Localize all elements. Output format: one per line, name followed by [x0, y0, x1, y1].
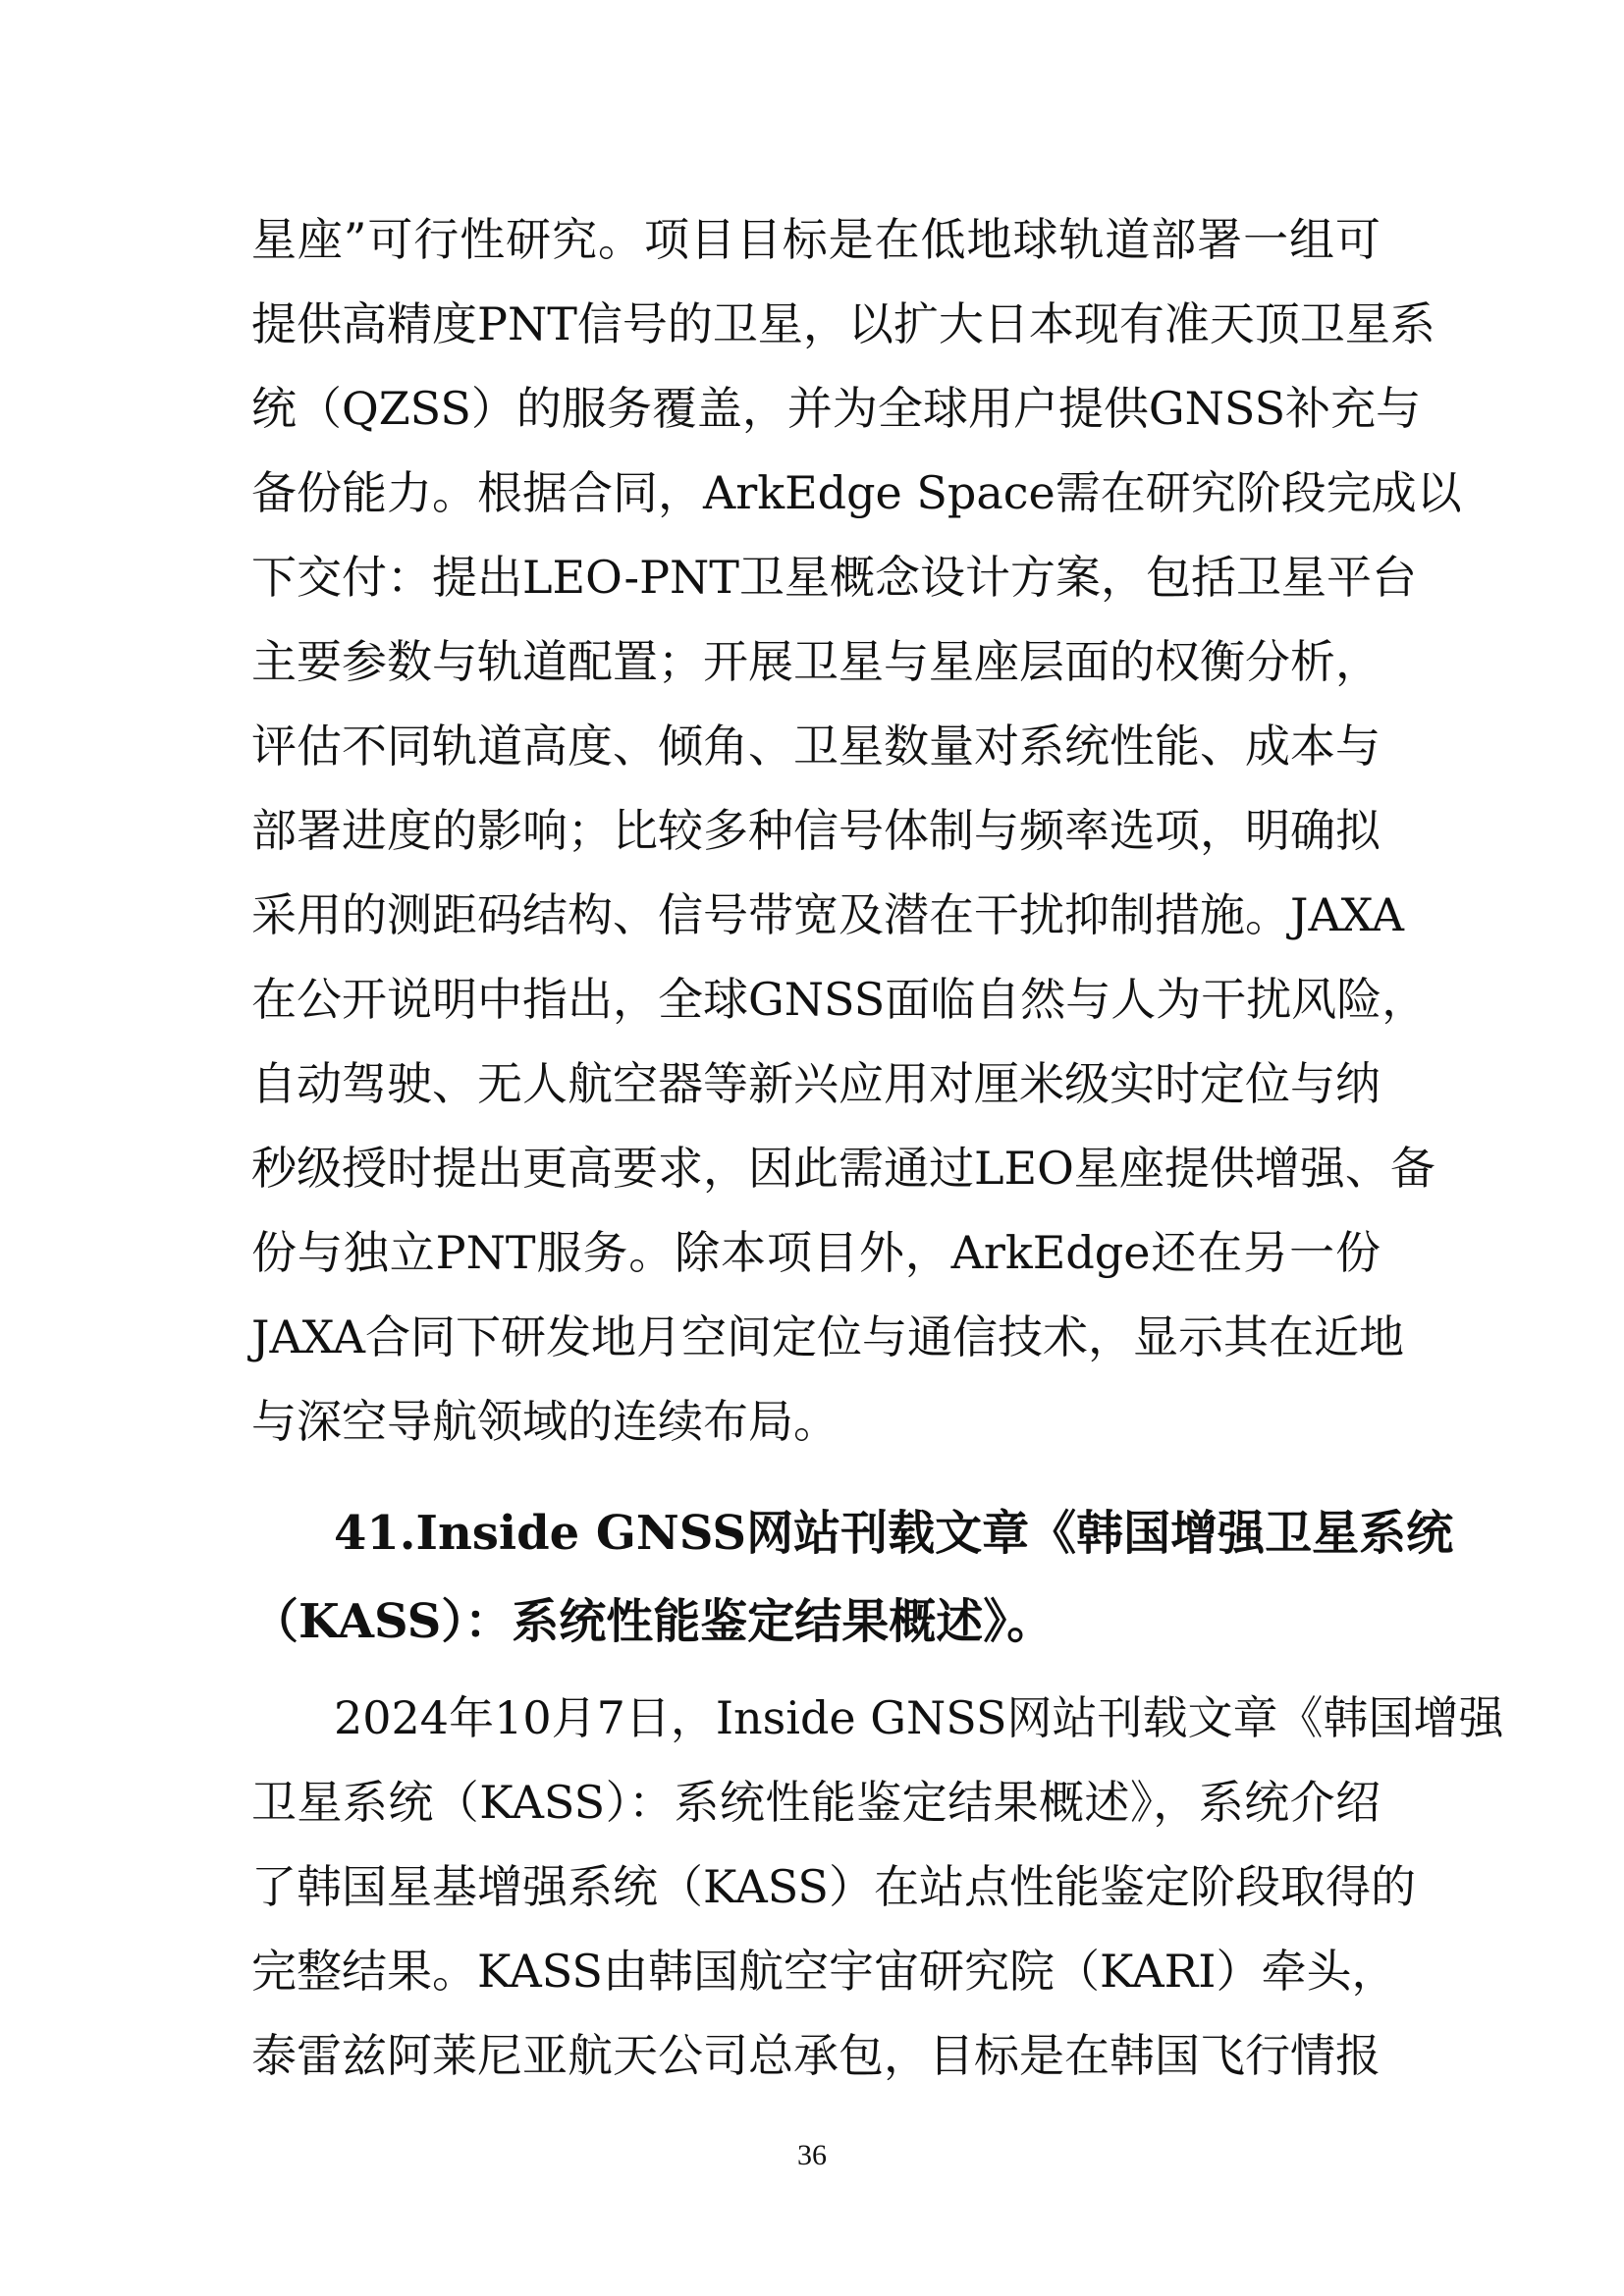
paragraph-line: 备份能力。根据合同，ArkEdge Space需在研究阶段完成以 — [251, 466, 1462, 519]
paragraph-line: 了韩国星基增强系统（KASS）在站点性能鉴定阶段取得的 — [251, 1860, 1416, 1913]
paragraph-line: 自动驾驶、无人航空器等新兴应用对厘米级实时定位与纳 — [251, 1057, 1380, 1110]
paragraph-line: 在公开说明中指出，全球GNSS面临自然与人为干扰风险， — [251, 973, 1428, 1026]
paragraph-line: 提供高精度PNT信号的卫星，以扩大日本现有准天顶卫星系 — [251, 297, 1435, 350]
paragraph-line: 采用的测距码结构、信号带宽及潜在干扰抑制措施。JAXA — [251, 888, 1404, 941]
paragraph-line: 泰雷兹阿莱尼亚航天公司总承包，目标是在韩国飞行情报 — [251, 2029, 1380, 2082]
paragraph-line: 秒级授时提出更高要求，因此需通过LEO星座提供增强、备 — [251, 1142, 1435, 1195]
section-heading: （KASS）：系统性能鉴定结果概述》。 — [251, 1594, 1055, 1649]
paragraph-line: JAXA合同下研发地月空间定位与通信技术，显示其在近地 — [251, 1310, 1404, 1363]
paragraph-line: 评估不同轨道高度、倾角、卫星数量对系统性能、成本与 — [251, 720, 1380, 773]
paragraph-line: 星座”可行性研究。项目目标是在低地球轨道部署一组可 — [251, 213, 1380, 266]
paragraph-line: 部署进度的影响；比较多种信号体制与频率选项，明确拟 — [251, 804, 1380, 857]
paragraph-line: 2024年10月7日，Inside GNSS网站刊载文章《韩国增强 — [334, 1691, 1504, 1744]
paragraph-line: 主要参数与轨道配置；开展卫星与星座层面的权衡分析， — [251, 635, 1380, 688]
paragraph-line: 与深空导航领域的连续布局。 — [251, 1395, 839, 1448]
paragraph-line: 统（QZSS）的服务覆盖，并为全球用户提供GNSS补充与 — [251, 382, 1422, 435]
paragraph-line: 份与独立PNT服务。除本项目外，ArkEdge还在另一份 — [251, 1226, 1380, 1279]
page-number: 36 — [797, 2139, 827, 2171]
section-heading: 41.Inside GNSS网站刊载文章《韩国增强卫星系统 — [334, 1506, 1454, 1561]
paragraph-line: 完整结果。KASS由韩国航空宇宙研究院（KARI）牵头， — [251, 1945, 1397, 1998]
paragraph-line: 下交付：提出LEO-PNT卫星概念设计方案，包括卫星平台 — [251, 551, 1417, 604]
paragraph-line: 卫星系统（KASS）：系统性能鉴定结果概述》，系统介绍 — [251, 1776, 1380, 1829]
